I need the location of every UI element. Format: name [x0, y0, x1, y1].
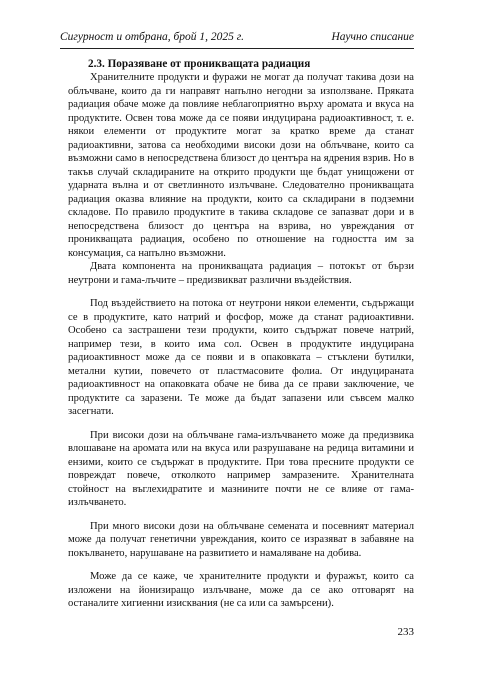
paragraph-gap	[68, 287, 414, 297]
paragraph: Двата компонента на проникващата радиация – потокът от бързи неутрони и гама-лъчите – предизвикват различни въздействия.	[68, 261, 414, 286]
page-number: 233	[397, 626, 414, 638]
journal-title: Сигурност и отбрана, брой 1, 2025 г.	[60, 31, 245, 43]
section-heading: 2.3. Поразяване от проникващата радиация	[88, 58, 311, 70]
paragraph-gap	[68, 560, 414, 570]
paragraph: Хранителните продукти и фуражи не могат да получат такива дози на облъчване, които да ги направят напълно негодни за използване. Пряката радиация обаче може да повлияе неблагоприятно върху аромата и вкуса на продуктите. Освен това може да се появи индуцирана радиоактивност, т. е. някои елементи от продуктите могат за кратко време да станат радиоактивни, затова са необходими високи дози на облъчване, които са възможни само в непосредствена близост до центъра на ядрения взрив. Но в такъв случай складираните на открито продукти ще бъдат унищожени от ударната вълна и от светлинното излъчване. Следователно проникващата радиация оказва влияние на продукти, които са складирани в подземни складове. По правило продуктите в такива складове се запазват дори и в непосредствена близост до центъра на взрива, но увреждания от проникващата радиация, особено по отношение на годността им за консумация, са напълно възможни.	[68, 72, 414, 259]
paragraph: Под въздействието на потока от неутрони някои елементи, съдържащи се в продуктите, като натрий и фосфор, може да станат радиоактивни. Особено са застрашени тези продукти, които съдържат повече натрий, например тези, в които има сол. Освен в продуктите индуцирана радиоактивност може да се появи и в опаковката – стъклени бутилки, метални кутии, повечето от пластмасовите фолиа. От индуцираната радиоактивност на опаковката обаче не бива да се прави заключение, че продуктите са заразени. Те може да бъдат запазени или съвсем малко засегнати.	[68, 298, 414, 417]
header-rule	[60, 48, 414, 49]
journal-section: Научно списание	[331, 31, 414, 43]
page-body	[68, 57, 414, 611]
running-header	[60, 30, 414, 44]
paragraph-gap	[68, 510, 414, 520]
paragraph-gap	[68, 419, 414, 429]
paragraph: Може да се каже, че хранителните продукти и фуражът, които са изложени на йонизиращо излъчване, може да се ако отговарят на останалите хигиенни изисквания (не са или са замърсени).	[68, 571, 414, 609]
paragraph: При много високи дози на облъчване семената и посевният материал може да получат генетични увреждания, които се изразяват в забавяне на покълването, нарушаване на развитието и намаляване на добива.	[68, 520, 414, 559]
paragraph: При високи дози на облъчване гама-излъчването може да предизвика влошаване на аромата или на вкуса или разрушаване на редица витамини и ензими, които се съдържат в продуктите. При това пресните продукти се повреждат повече, отколкото например замразените. Хранителната стойност на въглехидратите и мазнините почти не се влияе от гама-излъчването.	[68, 429, 414, 508]
